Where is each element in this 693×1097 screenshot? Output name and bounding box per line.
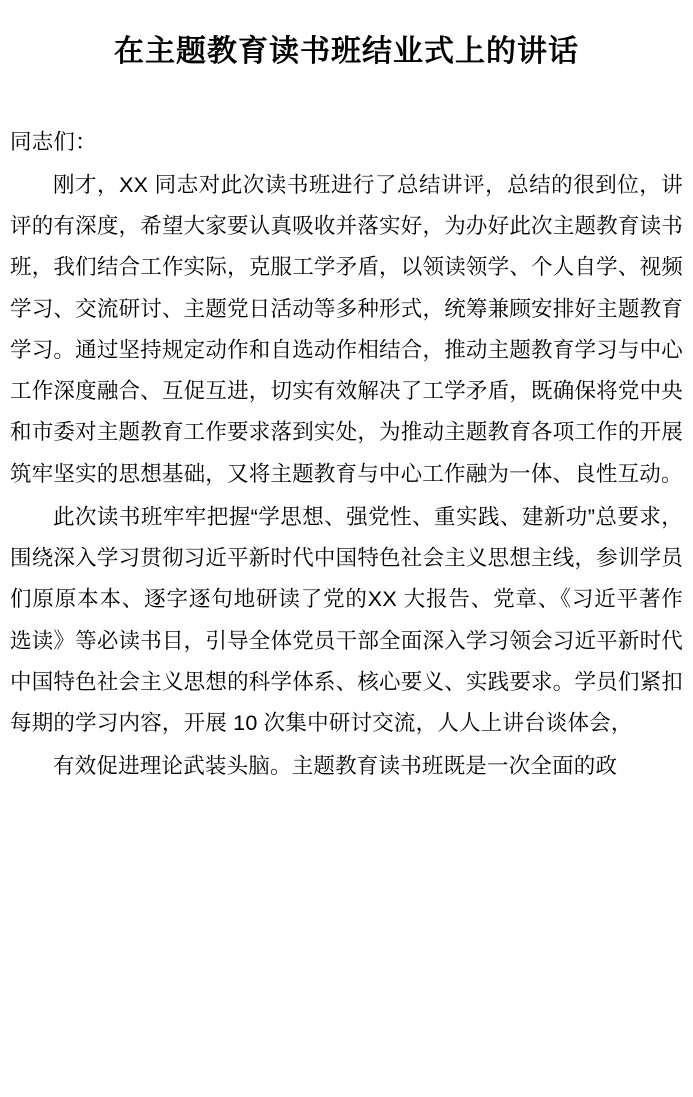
page-title: 在主题教育读书班结业式上的讲话: [114, 35, 579, 68]
paragraph-salutation: 同志们：: [10, 129, 97, 154]
document-body: [10, 122, 683, 787]
paragraph-2: 此次读书班牢牢把握“学思想、强党性、重实践、建新功”总要求，围绕深入学习贯彻习近平新时代中国特色社会主义思想主线，参训学员们原原本本、逐字逐句地研读了党的XX 大报告、党章、《习近平著作选读》等必读书目，引导全体党员干部全面深入学习领会习近平新时代中国特色社会主义思想的科学体系、核心要义、实践要求。学员们紧扣每期的学习内容，开展 10 次集中研讨交流，人人上讲台谈体会，: [10, 504, 683, 736]
paragraph-1: 刚才，XX 同志对此次读书班进行了总结讲评，总结的很到位，讲评的有深度，希望大家要认真吸收并落实好，为办好此次主题教育读书班，我们结合工作实际，克服工学矛盾，以领读领学、个人自学、视频学习、交流研讨、主题党日活动等多种形式，统筹兼顾安排好主题教育学习。通过坚持规定动作和自选动作相结合，推动主题教育学习与中心工作深度融合、互促互进，切实有效解决了工学矛盾，既确保将党中央和市委对主题教育工作要求落到实处，为推动主题教育各项工作的开展筑牢坚实的思想基础，又将主题教育与中心工作融为一体、良性互动。: [10, 172, 683, 486]
paragraph-3-partial: 有效促进理论武装头脑。主题教育读书班既是一次全面的政: [53, 754, 618, 779]
